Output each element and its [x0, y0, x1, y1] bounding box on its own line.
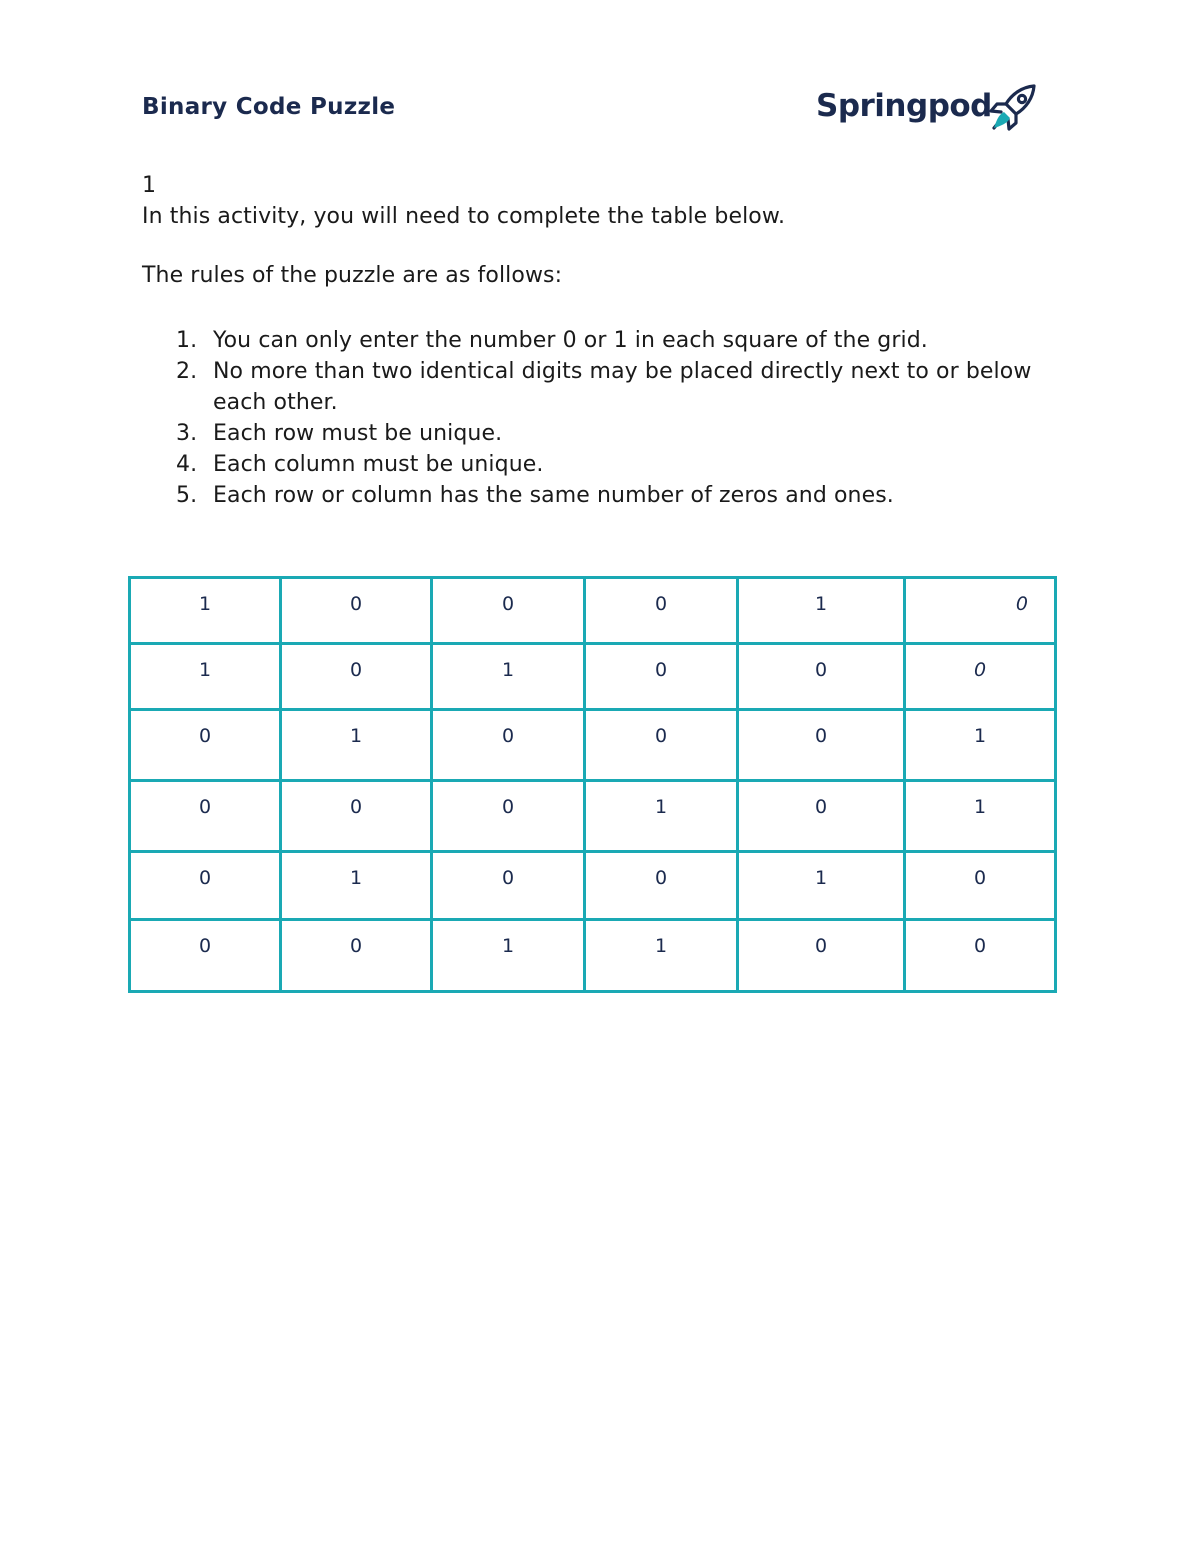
grid-cell[interactable]: 1	[281, 710, 432, 781]
grid-row	[130, 578, 1056, 644]
rule-item	[142, 480, 1042, 511]
grid-cell[interactable]: 0	[281, 920, 432, 992]
grid-cell[interactable]: 0	[432, 710, 585, 781]
rule-text: Each row must be unique.	[213, 421, 503, 446]
rule-number: 3.	[176, 421, 198, 446]
grid-cell[interactable]: 1	[281, 852, 432, 920]
page-number: 1	[142, 173, 156, 198]
grid-cell[interactable]: 0	[130, 710, 281, 781]
grid-cell[interactable]: 1	[738, 852, 905, 920]
grid-cell[interactable]: 0	[738, 781, 905, 852]
grid-cell[interactable]: 1	[130, 578, 281, 644]
springpod-logo	[816, 82, 1046, 138]
rule-item	[142, 418, 1042, 449]
grid-cell[interactable]: 0	[905, 644, 1056, 710]
grid-cell[interactable]: 0	[905, 852, 1056, 920]
grid-cell[interactable]: 0	[585, 644, 738, 710]
rule-text: Each row or column has the same number of zeros and ones.	[213, 483, 894, 508]
grid-cell[interactable]: 1	[432, 920, 585, 992]
rule-number: 2.	[176, 359, 198, 384]
grid-cell[interactable]: 0	[585, 710, 738, 781]
grid-cell[interactable]: 0	[905, 920, 1056, 992]
rocket-icon	[984, 82, 1040, 136]
page-title: Binary Code Puzzle	[142, 94, 396, 120]
grid-row	[130, 781, 1056, 852]
grid-cell[interactable]: 0	[281, 781, 432, 852]
rule-item	[142, 356, 1042, 418]
grid-cell[interactable]: 0	[738, 920, 905, 992]
intro-text: In this activity, you will need to complete the table below.	[142, 204, 786, 229]
grid-cell[interactable]: 1	[585, 781, 738, 852]
rules-list	[142, 325, 1042, 511]
grid-cell[interactable]: 0	[738, 644, 905, 710]
grid-cell[interactable]: 0	[432, 781, 585, 852]
rule-text: You can only enter the number 0 or 1 in each square of the grid.	[213, 328, 928, 353]
rule-number: 4.	[176, 452, 198, 477]
grid-row	[130, 920, 1056, 992]
rule-text: No more than two identical digits may be placed directly next to or below each other.	[213, 359, 1032, 415]
rule-text: Each column must be unique.	[213, 452, 544, 477]
grid-row	[130, 710, 1056, 781]
grid-cell[interactable]: 1	[130, 644, 281, 710]
rules-heading: The rules of the puzzle are as follows:	[142, 263, 563, 288]
rule-number: 5.	[176, 483, 198, 508]
grid-cell[interactable]: 1	[432, 644, 585, 710]
logo-wordmark: Springpod	[816, 88, 992, 124]
grid-cell[interactable]: 0	[281, 644, 432, 710]
rule-item	[142, 449, 1042, 480]
grid-cell[interactable]: 0	[905, 578, 1056, 644]
grid-cell[interactable]: 0	[130, 920, 281, 992]
puzzle-grid	[128, 576, 1057, 993]
grid-cell[interactable]: 0	[738, 710, 905, 781]
grid-cell[interactable]: 1	[905, 710, 1056, 781]
rule-number: 1.	[176, 328, 198, 353]
grid-cell[interactable]: 0	[130, 781, 281, 852]
rule-item	[142, 325, 1042, 356]
grid-cell[interactable]: 1	[585, 920, 738, 992]
grid-cell[interactable]: 0	[432, 578, 585, 644]
grid-cell[interactable]: 0	[130, 852, 281, 920]
grid-cell[interactable]: 0	[585, 852, 738, 920]
grid-cell[interactable]: 1	[905, 781, 1056, 852]
grid-row	[130, 644, 1056, 710]
grid-row	[130, 852, 1056, 920]
grid-cell[interactable]: 0	[281, 578, 432, 644]
grid-cell[interactable]: 1	[738, 578, 905, 644]
grid-cell[interactable]: 0	[585, 578, 738, 644]
grid-cell[interactable]: 0	[432, 852, 585, 920]
